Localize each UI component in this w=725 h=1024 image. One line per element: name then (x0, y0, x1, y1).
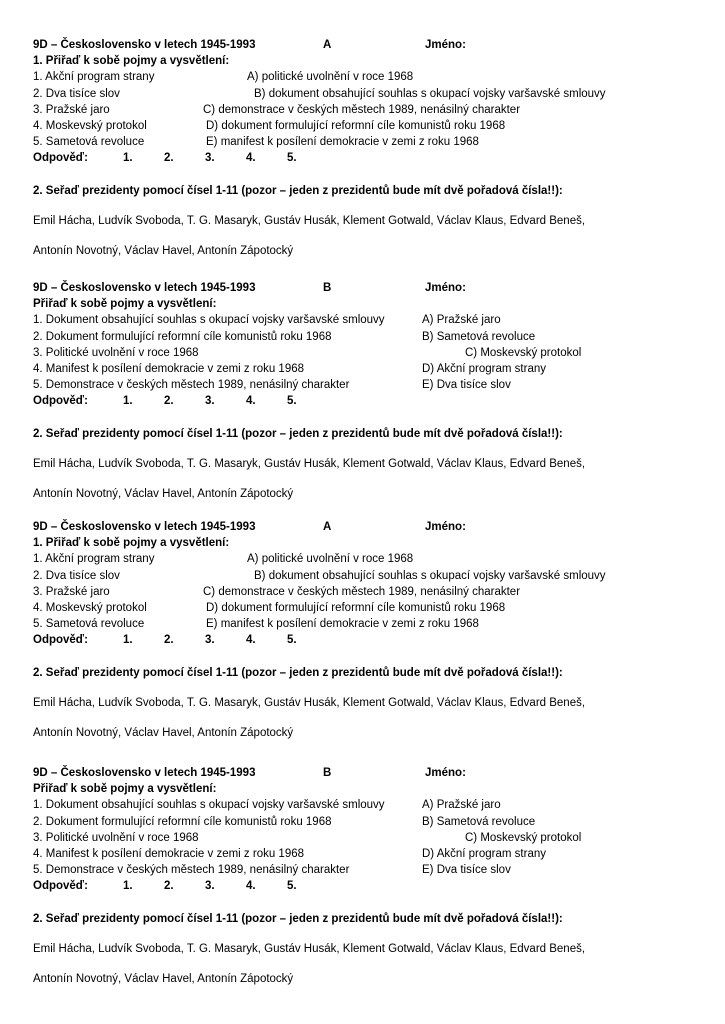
match-pair-row (33, 102, 705, 118)
variant-letter: B (323, 767, 332, 779)
pair-term: 4. Manifest k posílení demokracie v zemi z roku 1968 (33, 362, 305, 375)
pair-option: A) Pražské jaro (422, 314, 501, 327)
presidents-line: Antonín Novotný, Václav Havel, Antonín Zápotocký (33, 487, 294, 500)
presidents-line: Emil Hácha, Ludvík Svoboda, T. G. Masaryk, Gustáv Husák, Klement Gotwald, Václav Klaus, Edvard Beneš, (33, 942, 586, 955)
pair-term: 5. Demonstrace v českých městech 1989, nenásilný charakter (33, 379, 350, 392)
pair-term: 4. Moskevský protokol (33, 601, 147, 614)
worksheet-title: 9D – Československo v letech 1945-1993 (33, 282, 256, 294)
answer-slot: 4. (246, 880, 256, 893)
variant-letter: B (323, 282, 332, 294)
worksheet-title: 9D – Československo v letech 1945-1993 (33, 767, 256, 779)
match-pair-row (33, 345, 705, 361)
match-pair-row (33, 312, 705, 328)
pair-term: 5. Demonstrace v českých městech 1989, nenásilný charakter (33, 864, 350, 877)
pair-option: D) Akční program strany (422, 847, 546, 860)
pair-option: A) politické uvolnění v roce 1968 (247, 553, 414, 566)
pair-term: 5. Sametová revoluce (33, 618, 145, 631)
answer-label: Odpověď: (33, 880, 88, 893)
pair-option: B) dokument obsahující souhlas s okupací vojsky varšavské smlouvy (254, 569, 606, 582)
match-pair-row (33, 86, 705, 102)
pair-option: C) demonstrace v českých městech 1989, nenásilný charakter (203, 103, 521, 116)
presidents-line: Emil Hácha, Ludvík Svoboda, T. G. Masaryk, Gustáv Husák, Klement Gotwald, Václav Klaus, Edvard Beneš, (33, 214, 586, 227)
answer-slot: 5. (287, 152, 297, 165)
question2-heading: 2. Seřaď prezidenty pomocí čísel 1-11 (pozor – jeden z prezidentů bude mít dvě pořadová čísla!!): (33, 184, 563, 197)
match-pair-row (33, 862, 705, 878)
answer-slot: 5. (287, 634, 297, 647)
match-pair-row (33, 361, 705, 377)
presidents-line: Antonín Novotný, Václav Havel, Antonín Zápotocký (33, 972, 294, 985)
presidents-line: Emil Hácha, Ludvík Svoboda, T. G. Masaryk, Gustáv Husák, Klement Gotwald, Václav Klaus, Edvard Beneš, (33, 457, 586, 470)
answer-label: Odpověď: (33, 634, 88, 647)
match-pair-row (33, 846, 705, 862)
answer-slot: 3. (205, 880, 215, 893)
question2-heading: 2. Seřaď prezidenty pomocí čísel 1-11 (pozor – jeden z prezidentů bude mít dvě pořadová čísla!!): (33, 912, 563, 925)
answer-slot: 2. (164, 880, 174, 893)
pair-option: D) dokument formulující reformní cíle komunistů roku 1968 (206, 119, 506, 132)
pair-option: B) Sametová revoluce (422, 815, 536, 828)
match-pair-row (33, 377, 705, 393)
pair-option: E) manifest k posílení demokracie v zemi z roku 1968 (206, 618, 479, 631)
pair-option: D) dokument formulující reformní cíle komunistů roku 1968 (206, 601, 506, 614)
section-3-variant-a (33, 519, 705, 741)
answer-row (33, 150, 705, 166)
match-pair-row (33, 584, 705, 600)
question2-heading: 2. Seřaď prezidenty pomocí čísel 1-11 (pozor – jeden z prezidentů bude mít dvě pořadová čísla!!): (33, 666, 563, 679)
pair-term: 4. Manifest k posílení demokracie v zemi z roku 1968 (33, 847, 305, 860)
pair-option: B) dokument obsahující souhlas s okupací vojsky varšavské smlouvy (254, 87, 606, 100)
answer-slot: 5. (287, 395, 297, 408)
pair-option: E) Dva tisíce slov (422, 864, 511, 877)
pair-term: 1. Dokument obsahující souhlas s okupací vojsky varšavské smlouvy (33, 799, 385, 812)
pair-term: 2. Dva tisíce slov (33, 569, 120, 582)
answer-slot: 2. (164, 634, 174, 647)
name-label: Jméno: (425, 521, 466, 533)
question2-heading: 2. Seřaď prezidenty pomocí čísel 1-11 (pozor – jeden z prezidentů bude mít dvě pořadová čísla!!): (33, 427, 563, 440)
match-pair-row (33, 830, 705, 846)
match-pair-row (33, 797, 705, 813)
pair-option: B) Sametová revoluce (422, 330, 536, 343)
worksheet-title: 9D – Československo v letech 1945-1993 (33, 521, 256, 533)
section-header (33, 37, 705, 53)
name-label: Jméno: (425, 39, 466, 51)
pair-option: C) Moskevský protokol (465, 831, 582, 844)
answer-slot: 1. (123, 880, 133, 893)
answer-slot: 1. (123, 634, 133, 647)
answer-slot: 2. (164, 395, 174, 408)
pair-term: 4. Moskevský protokol (33, 119, 147, 132)
match-pair-row (33, 118, 705, 134)
presidents-line: Emil Hácha, Ludvík Svoboda, T. G. Masaryk, Gustáv Husák, Klement Gotwald, Václav Klaus, Edvard Beneš, (33, 696, 586, 709)
name-label: Jméno: (425, 282, 466, 294)
pair-term: 2. Dva tisíce slov (33, 87, 120, 100)
pair-term: 3. Politické uvolnění v roce 1968 (33, 831, 199, 844)
pair-term: 3. Pražské jaro (33, 585, 110, 598)
answer-row (33, 632, 705, 648)
match-pair-row (33, 616, 705, 632)
answer-slot: 1. (123, 395, 133, 408)
worksheet-title: 9D – Československo v letech 1945-1993 (33, 39, 256, 51)
pair-option: C) demonstrace v českých městech 1989, nenásilný charakter (203, 585, 521, 598)
pair-term: 3. Pražské jaro (33, 103, 110, 116)
answer-row (33, 878, 705, 894)
instruction-line: Přiřaď k sobě pojmy a vysvětlení: (33, 783, 217, 796)
pair-term: 5. Sametová revoluce (33, 136, 145, 149)
section-header (33, 280, 705, 296)
section-header (33, 519, 705, 535)
match-pair-row (33, 814, 705, 830)
pair-term: 2. Dokument formulující reformní cíle komunistů roku 1968 (33, 330, 332, 343)
pair-option: E) Dva tisíce slov (422, 379, 511, 392)
variant-letter: A (323, 521, 332, 533)
pair-term: 1. Akční program strany (33, 553, 155, 566)
pair-term: 3. Politické uvolnění v roce 1968 (33, 346, 199, 359)
match-pair-row (33, 551, 705, 567)
instruction-line: 1. Přiřaď k sobě pojmy a vysvětlení: (33, 537, 230, 550)
pair-option: A) politické uvolnění v roce 1968 (247, 71, 414, 84)
match-pair-row (33, 329, 705, 345)
match-pair-row (33, 600, 705, 616)
answer-slot: 2. (164, 152, 174, 165)
answer-slot: 1. (123, 152, 133, 165)
pair-term: 1. Dokument obsahující souhlas s okupací vojsky varšavské smlouvy (33, 314, 385, 327)
answer-slot: 4. (246, 395, 256, 408)
section-header (33, 765, 705, 781)
answer-row (33, 393, 705, 409)
match-pair-row (33, 134, 705, 150)
answer-slot: 5. (287, 880, 297, 893)
match-pair-row (33, 69, 705, 85)
answer-slot: 4. (246, 634, 256, 647)
pair-term: 1. Akční program strany (33, 71, 155, 84)
pair-option: A) Pražské jaro (422, 799, 501, 812)
match-pair-row (33, 568, 705, 584)
section-2-variant-b (33, 280, 705, 502)
pair-term: 2. Dokument formulující reformní cíle komunistů roku 1968 (33, 815, 332, 828)
pair-option: E) manifest k posílení demokracie v zemi z roku 1968 (206, 136, 479, 149)
answer-slot: 4. (246, 152, 256, 165)
answer-slot: 3. (205, 395, 215, 408)
instruction-line: 1. Přiřaď k sobě pojmy a vysvětlení: (33, 55, 230, 68)
section-1-variant-a (33, 37, 705, 259)
answer-label: Odpověď: (33, 395, 88, 408)
answer-slot: 3. (205, 634, 215, 647)
variant-letter: A (323, 39, 332, 51)
instruction-line: Přiřaď k sobě pojmy a vysvětlení: (33, 298, 217, 311)
presidents-line: Antonín Novotný, Václav Havel, Antonín Zápotocký (33, 726, 294, 739)
answer-slot: 3. (205, 152, 215, 165)
pair-option: D) Akční program strany (422, 362, 546, 375)
answer-label: Odpověď: (33, 152, 88, 165)
section-4-variant-b (33, 765, 705, 987)
name-label: Jméno: (425, 767, 466, 779)
presidents-line: Antonín Novotný, Václav Havel, Antonín Zápotocký (33, 244, 294, 257)
pair-option: C) Moskevský protokol (465, 346, 582, 359)
